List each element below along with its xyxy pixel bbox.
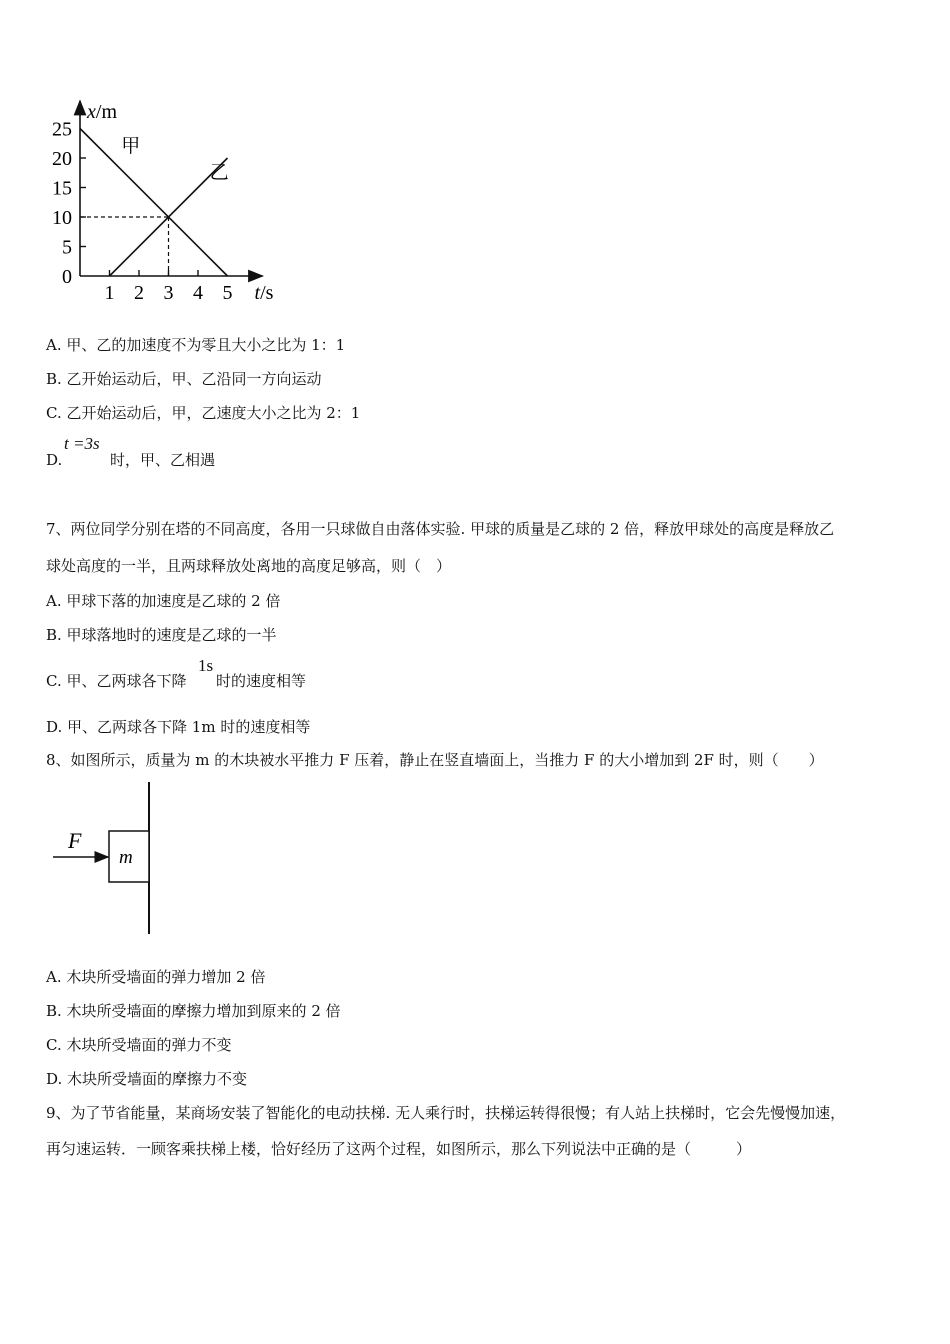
- q7-stem-line2: 球处高度的一半，且两球释放处离地的高度足够高，则（ ）: [46, 557, 452, 575]
- q9-stem-line1: 9、为了节省能量，某商场安装了智能化的电动扶梯. 无人乘行时，扶梯运转得很慢；有人站上扶梯时，它会先慢慢加速，: [46, 1104, 846, 1122]
- y-tick-label: 25: [52, 118, 72, 141]
- q6-option-a: A. 甲、乙的加速度不为零且大小之比为 1：1: [46, 336, 346, 354]
- x-axis-label: t/s: [254, 282, 274, 304]
- q6-option-d-prefix: D.: [46, 451, 63, 469]
- q6-option-b: B. 乙开始运动后，甲、乙沿同一方向运动: [46, 370, 322, 388]
- q6-option-d-math: t =3s: [64, 434, 100, 453]
- graph-series: [80, 129, 229, 277]
- q7-option-a: A. 甲球下落的加速度是乙球的 2 倍: [46, 592, 281, 610]
- q7-option-c-prefix: C. 甲、乙两球各下降: [46, 672, 187, 690]
- q8-option-c: C. 木块所受墙面的弹力不变: [46, 1036, 232, 1054]
- x-tick-label: 1: [104, 282, 115, 304]
- series-line-1: [80, 129, 228, 277]
- q8-option-a: A. 木块所受墙面的弹力增加 2 倍: [46, 968, 266, 986]
- x-tick-label: 2: [134, 282, 144, 304]
- x-tick-label: 5: [222, 282, 233, 304]
- mass-label: m: [119, 847, 133, 868]
- q8-stem: 8、如图所示，质量为 m 的木块被水平推力 F 压着，静止在竖直墙面上，当推力 F 的大小增加到 2F 时，则（ ）: [46, 751, 824, 769]
- q8-option-d: D. 木块所受墙面的摩擦力不变: [46, 1070, 248, 1088]
- q6-option-d-suffix: 时，甲、乙相遇: [110, 451, 216, 469]
- y-tick-label: 5: [62, 236, 72, 259]
- q7-stem-line1: 7、两位同学分别在塔的不同高度，各用一只球做自由落体实验. 甲球的质量是乙球的 2 倍，释放甲球处的高度是释放乙: [46, 520, 835, 538]
- x-tick-label: 4: [193, 282, 203, 304]
- q7-option-c-suffix: 时的速度相等: [216, 672, 307, 690]
- q9-stem-line2: 再匀速运转．一顾客乘扶梯上楼，恰好经历了这两个过程，如图所示，那么下列说法中正确的是（ ）: [46, 1140, 752, 1158]
- series-label-1: 甲: [121, 136, 141, 158]
- force-label: F: [68, 828, 82, 853]
- block-wall-figure: [45, 780, 165, 940]
- y-tick-label: 0: [62, 266, 72, 288]
- y-axis-label: x/m: [87, 101, 118, 123]
- y-tick-label: 20: [52, 148, 72, 170]
- x-tick-label: 3: [163, 282, 174, 304]
- q7-option-b: B. 甲球落地时的速度是乙球的一半: [46, 626, 277, 644]
- xt-graph: [40, 95, 290, 310]
- q6-option-c: C. 乙开始运动后，甲，乙速度大小之比为 2：1: [46, 404, 361, 422]
- y-tick-label: 15: [52, 177, 72, 200]
- y-tick-label: 10: [52, 207, 72, 229]
- q8-option-b: B. 木块所受墙面的摩擦力增加到原来的 2 倍: [46, 1002, 341, 1020]
- q7-option-d: D. 甲、乙两球各下降 1m 时的速度相等: [46, 718, 311, 736]
- q7-option-c-math: 1s: [198, 656, 214, 675]
- series-label-2: 乙: [209, 162, 229, 184]
